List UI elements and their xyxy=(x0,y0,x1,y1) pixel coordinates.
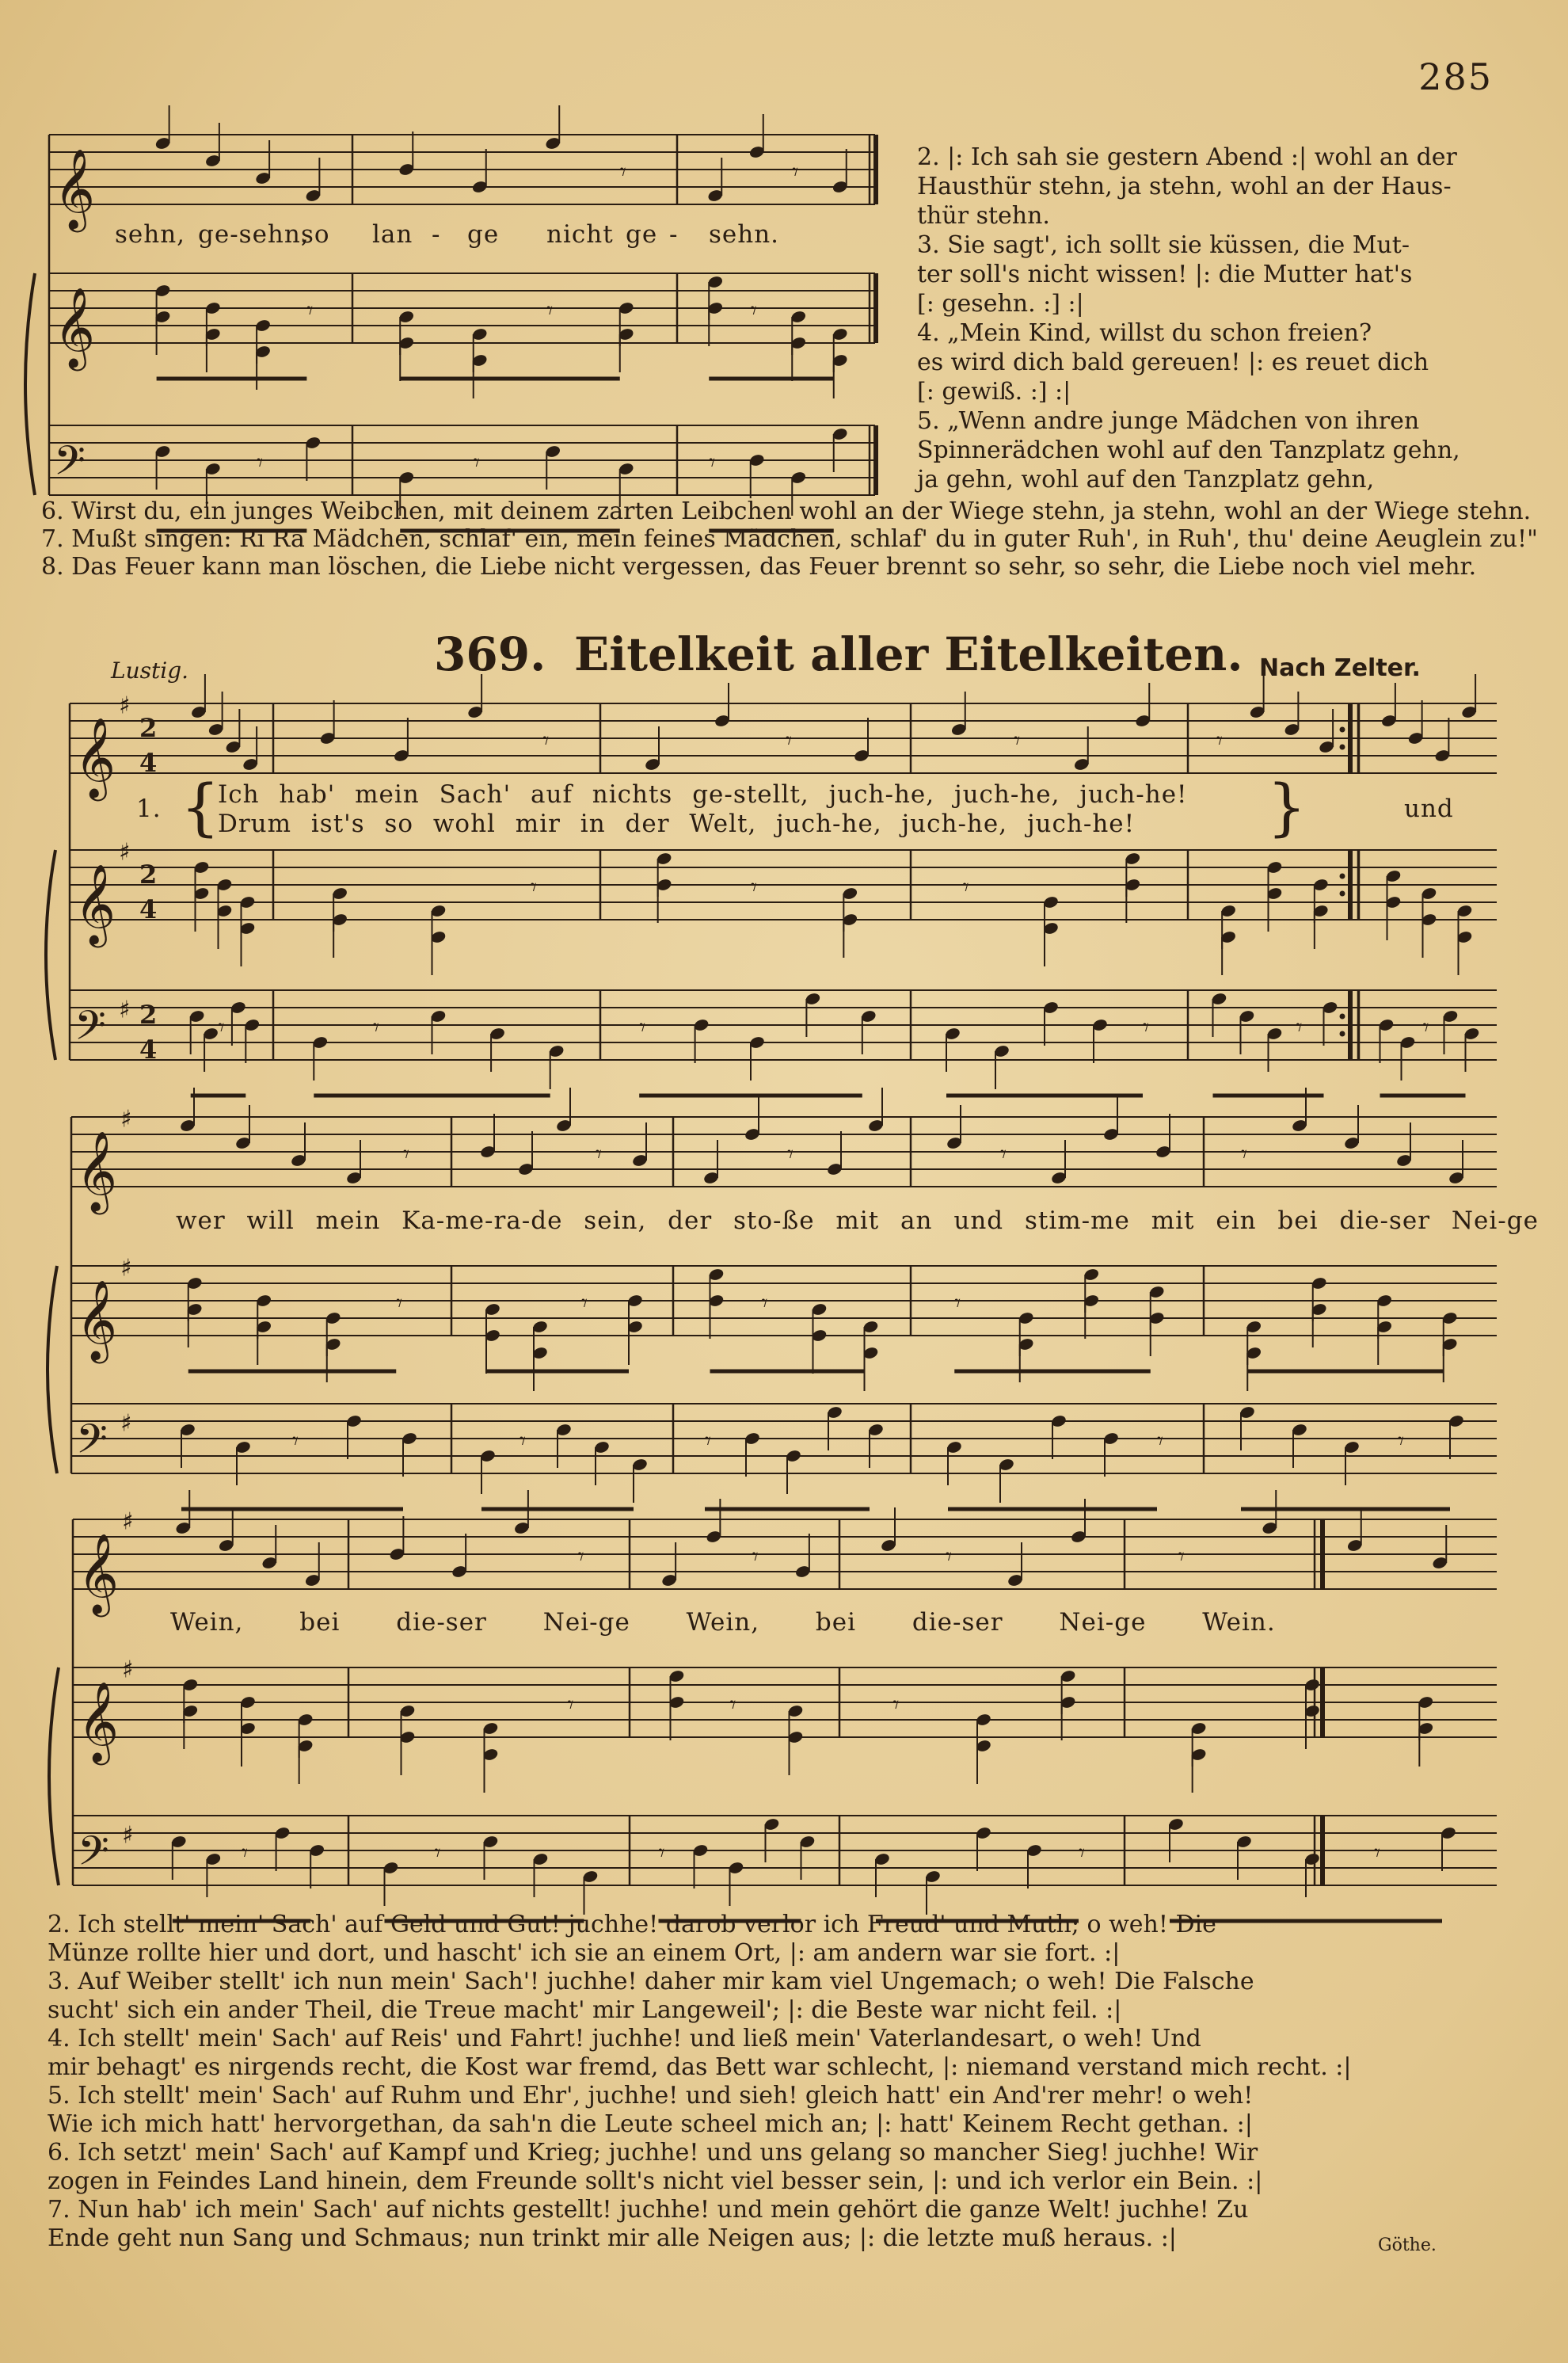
rest: 𝄾 xyxy=(729,1691,736,1720)
piano-brace xyxy=(46,850,55,1060)
prev-lyric-word: - xyxy=(669,220,679,249)
rest: 𝄾 xyxy=(577,1543,584,1572)
rest: 𝄾 xyxy=(1143,1014,1149,1042)
brace-close: } xyxy=(1267,772,1307,844)
stanzas-block xyxy=(48,1911,1520,2253)
brace-open: { xyxy=(181,772,220,844)
rest: 𝄾 xyxy=(658,1839,665,1868)
piano-brace xyxy=(49,1667,59,1885)
stanza-line: zogen in Feindes Land hinein, dem Freunde sollt's nicht viel besser sein, |: und ich verlor ein Bein. :| xyxy=(48,2167,1263,2195)
treble-clef-icon: 𝄞 xyxy=(76,1130,118,1211)
stanza-number: 1. xyxy=(136,795,162,823)
rest: 𝄾 xyxy=(218,1014,225,1042)
prev-lyric-word: sehn. xyxy=(709,220,780,249)
rest: 𝄾 xyxy=(619,158,626,187)
piano-brace xyxy=(25,273,35,495)
stanza-line: Ende geht nun Sang und Schmaus; nun trinkt mir alle Neigen aus; |: die letzte muß heraus. :| xyxy=(48,2224,1177,2252)
rest: 𝄾 xyxy=(752,1543,759,1572)
prev-song-verses-full xyxy=(41,497,1538,581)
verse-line: Spinnerädchen wohl auf den Tanzplatz gehn, xyxy=(917,436,1460,464)
verse-full-line: 6. Wirst du, ein junges Weibchen, mit deinem zarten Leibchen wohl an der Wiege stehn, ja stehn, wohl an der Wiege stehn. xyxy=(41,497,1532,525)
prev-lyric-word: lan xyxy=(372,220,413,249)
stanza-line: 2. Ich stellt' mein' Sach' auf Geld und Gut! juchhe! darob verlor ich Freud' und Muth; o weh! Die xyxy=(48,1911,1216,1938)
time-sig-top: 2 xyxy=(139,713,158,743)
rest: 𝄾 xyxy=(750,297,757,326)
rest: 𝄾 xyxy=(292,1427,299,1456)
prev-lyric-word: ge xyxy=(467,220,500,249)
bass-clef-icon: 𝄢 xyxy=(54,436,86,494)
bass-clef-icon: 𝄢 xyxy=(78,1827,109,1885)
page-number: 285 xyxy=(1418,55,1493,98)
bass-clef-icon: 𝄢 xyxy=(76,1415,108,1473)
rest: 𝄾 xyxy=(596,1141,602,1169)
verse-full-line: 7. Mußt singen: Ri Ra Mädchen, schlaf' ein, mein feines Mädchen, schlaf' du in guter Ruh', in Ruh', thu' deine Aeuglein zu!" xyxy=(41,525,1538,553)
stanza-line: Wie ich mich hatt' hervorgethan, da sah'n die Leute scheel mich an; |: hatt' Keinem Recht gethan. :| xyxy=(48,2110,1253,2138)
stanza-line: mir behagt' es nirgends recht, die Kost war fremd, das Bett war schlecht, |: niemand verstand mich recht. :| xyxy=(48,2053,1352,2081)
verse-line: 4. „Mein Kind, willst du schon freien? xyxy=(917,319,1372,347)
repeat-dot xyxy=(1340,891,1345,897)
lyric-line-1: Ich hab' mein Sach' auf nichts ge-stellt, juch-he, juch-he, juch-he! xyxy=(218,780,1188,809)
rest: 𝄾 xyxy=(257,449,264,478)
verse-line: 2. |: Ich sah sie gestern Abend :| wohl an der xyxy=(917,143,1457,171)
key-signature-sharp: ♯ xyxy=(122,1507,134,1536)
rest: 𝄾 xyxy=(1014,727,1021,756)
rest: 𝄾 xyxy=(1216,727,1223,756)
rest: 𝄾 xyxy=(1079,1839,1085,1868)
rest: 𝄾 xyxy=(434,1839,441,1868)
stanza-line: 5. Ich stellt' mein' Sach' auf Ruhm und Ehr', juchhe! und sieh! gleich hatt' ein And'rer mehr! o weh! xyxy=(48,2082,1254,2110)
lyricist: Göthe. xyxy=(1378,2235,1437,2255)
rest: 𝄾 xyxy=(581,1290,588,1318)
prev-song-verses-right xyxy=(917,143,1495,494)
rest: 𝄾 xyxy=(473,449,480,478)
piano-brace xyxy=(48,1266,57,1473)
time-sig-top: 2 xyxy=(139,1000,158,1030)
rest: 𝄾 xyxy=(962,874,969,902)
treble-clef-icon: 𝄞 xyxy=(76,1279,118,1360)
rest: 𝄾 xyxy=(946,1543,952,1572)
rest: 𝄾 xyxy=(1241,1141,1247,1169)
stanza-line: Münze rollte hier und dort, und hascht' ich sie an einem Ort, |: am andern war sie fort. :| xyxy=(48,1939,1121,1967)
rest: 𝄾 xyxy=(1374,1839,1380,1868)
key-signature-sharp: ♯ xyxy=(119,838,131,867)
stanza-line: 7. Nun hab' ich mein' Sach' auf nichts gestellt! juchhe! und mein gehört die ganze Welt! juchhe! Zu xyxy=(48,2196,1249,2224)
prev-lyric-word: nicht xyxy=(546,220,614,249)
rest: 𝄾 xyxy=(372,1014,379,1042)
rest: 𝄾 xyxy=(892,1691,900,1720)
prev-lyric-word: ge xyxy=(626,220,658,249)
verse-line: Hausthür stehn, ja stehn, wohl an der Haus- xyxy=(917,173,1452,200)
rest: 𝄾 xyxy=(567,1691,574,1720)
key-signature-sharp: ♯ xyxy=(119,996,131,1024)
time-sig-bottom: 4 xyxy=(139,894,158,924)
song-number: 369. xyxy=(434,627,546,681)
verse-line: ja gehn, wohl auf den Tanzplatz gehn, xyxy=(917,466,1375,494)
rest: 𝄾 xyxy=(1398,1427,1404,1456)
time-sig-top: 2 xyxy=(139,859,158,890)
bass-clef-icon: 𝄢 xyxy=(74,1001,106,1059)
treble-clef-icon: 𝄞 xyxy=(54,147,96,229)
verse-line: [: gesehn. :] :| xyxy=(917,290,1084,318)
rest: 𝄾 xyxy=(761,1290,768,1318)
prev-lyric-word: - xyxy=(432,220,441,249)
lyric-tail: und xyxy=(1404,795,1454,823)
verse-line: es wird dich bald gereuen! |: es reuet dich xyxy=(917,349,1429,376)
stanza-line: 4. Ich stellt' mein' Sach' auf Reis' und Fahrt! juchhe! und ließ mein' Vaterlandesart, o weh! Und xyxy=(48,2025,1201,2052)
lyric-system-2: wer will mein Ka-me-ra-de sein, der sto-ße mit an und stim-me mit ein bei die-ser Nei-ge xyxy=(176,1206,1539,1235)
rest: 𝄾 xyxy=(242,1839,248,1868)
rest: 𝄾 xyxy=(530,874,537,902)
rest: 𝄾 xyxy=(1000,1141,1007,1169)
rest: 𝄾 xyxy=(787,1141,794,1169)
repeat-dot xyxy=(1340,1014,1345,1020)
key-signature-sharp: ♯ xyxy=(119,692,131,720)
rest: 𝄾 xyxy=(403,1141,409,1169)
time-sig-bottom: 4 xyxy=(139,748,158,778)
song-title: Eitelkeit aller Eitelkeiten. xyxy=(574,627,1243,681)
rest: 𝄾 xyxy=(639,1014,646,1042)
rest: 𝄾 xyxy=(954,1290,961,1318)
repeat-dot xyxy=(1340,1031,1345,1037)
lyric-line-2: Drum ist's so wohl mir in der Welt, juch-he, juch-he, juch-he! xyxy=(218,810,1136,838)
key-signature-sharp: ♯ xyxy=(120,1409,132,1438)
tempo-marking: Lustig. xyxy=(111,657,189,684)
rest: 𝄾 xyxy=(1296,1014,1303,1042)
prev-lyric-word: so xyxy=(301,220,330,249)
verse-line: [: gewiß. :] :| xyxy=(917,378,1071,406)
rest: 𝄾 xyxy=(396,1290,403,1318)
stanza-line: sucht' sich ein ander Theil, die Treue macht' mir Langeweil'; |: die Beste war nicht feil. :| xyxy=(48,1996,1122,2024)
rest: 𝄾 xyxy=(546,297,554,326)
stanza-line: 6. Ich setzt' mein' Sach' auf Kampf und Krieg; juchhe! und uns gelang so mancher Sieg! juchhe! Wir xyxy=(48,2139,1258,2167)
repeat-dot xyxy=(1340,874,1345,879)
rest: 𝄾 xyxy=(751,874,757,902)
rest: 𝄾 xyxy=(709,449,716,478)
repeat-dot xyxy=(1340,727,1345,733)
verse-line: thür stehn. xyxy=(917,202,1050,230)
verse-line: ter soll's nicht wissen! |: die Mutter hat's xyxy=(917,261,1413,288)
verse-line: 3. Sie sagt', ich sollt sie küssen, die Mut- xyxy=(917,231,1410,259)
rest: 𝄾 xyxy=(306,297,314,326)
rest: 𝄾 xyxy=(1157,1427,1163,1456)
time-sig-bottom: 4 xyxy=(139,1035,158,1065)
verse-line: 5. „Wenn andre junge Mädchen von ihren xyxy=(917,407,1420,435)
rest: 𝄾 xyxy=(705,1427,711,1456)
lyric-system-3: Wein, bei die-ser Nei-ge Wein, bei die-ser Nei-ge Wein. xyxy=(170,1608,1276,1637)
key-signature-sharp: ♯ xyxy=(120,1105,132,1134)
rest: 𝄾 xyxy=(1178,1543,1185,1572)
rest: 𝄾 xyxy=(542,727,550,756)
treble-clef-icon: 𝄞 xyxy=(78,1532,120,1614)
rest: 𝄾 xyxy=(1422,1014,1429,1042)
repeat-dot xyxy=(1340,745,1345,750)
treble-clef-icon: 𝄞 xyxy=(74,716,116,798)
key-signature-sharp: ♯ xyxy=(122,1821,134,1850)
treble-clef-icon: 𝄞 xyxy=(54,286,96,368)
prev-lyric-word: sehn, xyxy=(115,220,186,249)
key-signature-sharp: ♯ xyxy=(122,1656,134,1684)
verse-full-line: 8. Das Feuer kann man löschen, die Liebe nicht vergessen, das Feuer brennt so sehr, so sehr, die Liebe noch viel mehr. xyxy=(41,553,1477,581)
stanza-line: 3. Auf Weiber stellt' ich nun mein' Sach'! juchhe! daher mir kam viel Ungemach; o weh! Die Falsche xyxy=(48,1968,1254,1995)
key-signature-sharp: ♯ xyxy=(120,1254,132,1282)
rest: 𝄾 xyxy=(519,1427,526,1456)
treble-clef-icon: 𝄞 xyxy=(74,863,116,944)
composer-attribution: Nach Zelter. xyxy=(1259,654,1421,682)
rest: 𝄾 xyxy=(792,158,799,187)
rest: 𝄾 xyxy=(786,727,792,756)
prev-lyric-word: ge-sehn, xyxy=(198,220,310,249)
treble-clef-icon: 𝄞 xyxy=(78,1680,120,1762)
